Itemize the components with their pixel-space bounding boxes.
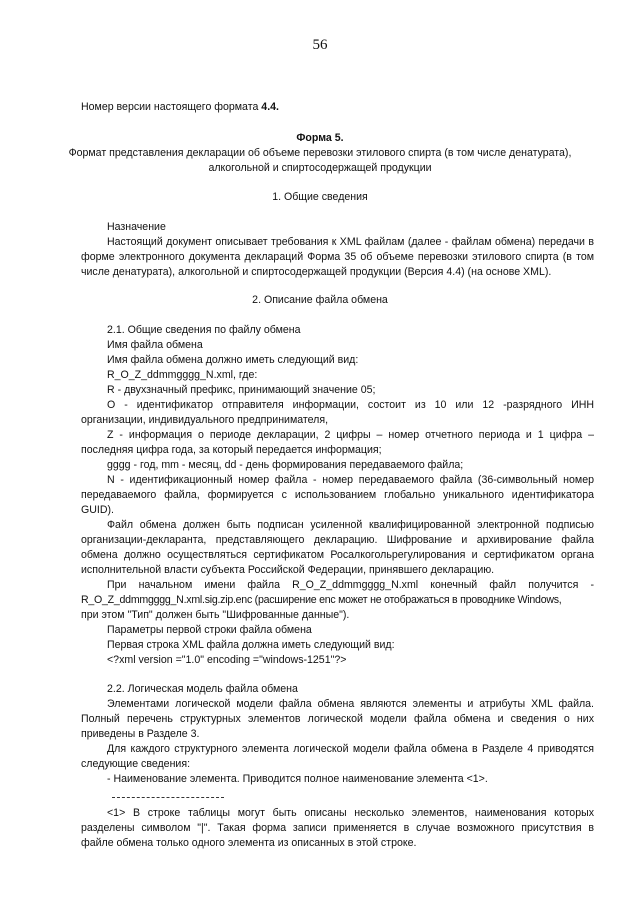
subsection-2-2-title: 2.2. Логическая модель файла обмена (107, 683, 298, 695)
sender-o-desc-1: О - идентификатор отправителя информации, состоит из 10 или 12 -разрядного ИНН (107, 399, 594, 411)
signature-line-1: Файл обмена должен быть подписан усиленной квалифицированной электронной подписью (107, 519, 594, 531)
footnote-divider (112, 797, 224, 798)
section-1-title: 1. Общие сведения (272, 191, 368, 203)
sender-o-desc-2: организации, индивидуального предпринимателя, (81, 414, 329, 426)
date-desc: gggg - год, mm - месяц, dd - день формирования передаваемого файла; (107, 459, 464, 471)
prefix-r-desc: R - двухзначный префикс, принимающий значение 05; (107, 384, 376, 396)
signature-line-4: исполнительной власти субъекта Российской Федерации, принявшего декларацию. (81, 564, 495, 576)
form-subtitle-line-1: Формат представления декларации об объеме перевозки этилового спирта (в том числе денатурата), (68, 147, 572, 159)
footnote-line-2: разделены символом "|". Такая форма записи применяется в случае возможного присутствия в (81, 822, 594, 834)
logical-model-line-3: приведены в Разделе 3. (81, 728, 200, 740)
file-name-pattern: R_O_Z_ddmmgggg_N.xml, где: (107, 369, 258, 381)
signature-line-2: организации-декларанта, представляющего декларацию. Шифрование и архивирование файла (81, 534, 594, 546)
id-n-desc-1: N - идентификационный номер файла - номер передаваемого файла (36-символьный номер (107, 474, 594, 486)
id-n-desc-3: GUID). (81, 504, 114, 516)
footnote-line-1: <1> В строке таблицы могут быть описаны несколько элементов, наименования которых (107, 807, 594, 819)
first-line-params-heading: Параметры первой строки файла обмена (107, 624, 312, 636)
subsection-2-1-title: 2.1. Общие сведения по файлу обмена (107, 324, 301, 336)
version-label: Номер версии настоящего формата (81, 101, 262, 113)
version-line (81, 100, 279, 115)
page-number: 56 (312, 37, 328, 53)
encryption-line-3: при этом "Тип" должен быть "Шифрованные данные"). (81, 609, 350, 621)
logical-model-line-2: Полный перечень структурных элементов логической модели файла обмена и сведения о них (81, 713, 594, 725)
logical-model-line-1: Элементами логической модели файла обмена являются элементы и атрибуты XML файла. (107, 698, 594, 710)
element-info-line-2: следующие сведения: (81, 758, 191, 770)
xml-declaration: <?xml version ="1.0" encoding ="windows-1251"?> (107, 654, 347, 666)
id-n-desc-2: передаваемого файла, формируется с использованием глобально уникального идентификатора (81, 489, 594, 501)
purpose-line-1: Настоящий документ описывает требования к XML файлам (далее - файлам обмена) передачи в (107, 236, 594, 248)
form-title: Форма 5. (296, 132, 344, 144)
form-subtitle-line-2: алкогольной и спиртосодержащей продукции (208, 162, 432, 174)
encryption-line-2: R_O_Z_ddmmgggg_N.xml.sig.zip.enc (расширение enc может не отображаться в проводнике Windows, (81, 594, 562, 606)
version-value: 4.4. (261, 101, 279, 113)
element-name-item: - Наименование элемента. Приводится полное наименование элемента <1>. (107, 773, 488, 785)
signature-line-3: обмена должно осуществляться сертификатом Росалкогольрегулирования и сертификатом органа (81, 549, 594, 561)
purpose-line-3: числе денатурата), алкогольной и спиртосодержащей продукции (Версия 4.4) (на основе XML). (81, 266, 552, 278)
file-name-heading: Имя файла обмена (107, 339, 203, 351)
period-z-desc-1: Z - информация о периоде декларации, 2 цифры – номер отчетного периода и 1 цифра – (107, 429, 594, 441)
file-name-intro: Имя файла обмена должно иметь следующий вид: (107, 354, 359, 366)
encryption-line-1: При начальном имени файла R_O_Z_ddmmgggg_N.xml конечный файл получится - (107, 579, 594, 591)
first-line-intro: Первая строка XML файла должна иметь следующий вид: (107, 639, 395, 651)
period-z-desc-2: последняя цифра года, за который передается информация; (81, 444, 382, 456)
purpose-heading: Назначение (107, 221, 166, 233)
element-info-line-1: Для каждого структурного элемента логической модели файла обмена в Разделе 4 приводятся (107, 743, 594, 755)
purpose-line-2: форме электронного документа деклараций Форма 35 об объеме перевозки этилового спирта (в том (81, 251, 594, 263)
footnote-line-3: файле обмена только одного элемента из описанных в этой строке. (81, 837, 417, 849)
section-2-title: 2. Описание файла обмена (252, 294, 388, 306)
